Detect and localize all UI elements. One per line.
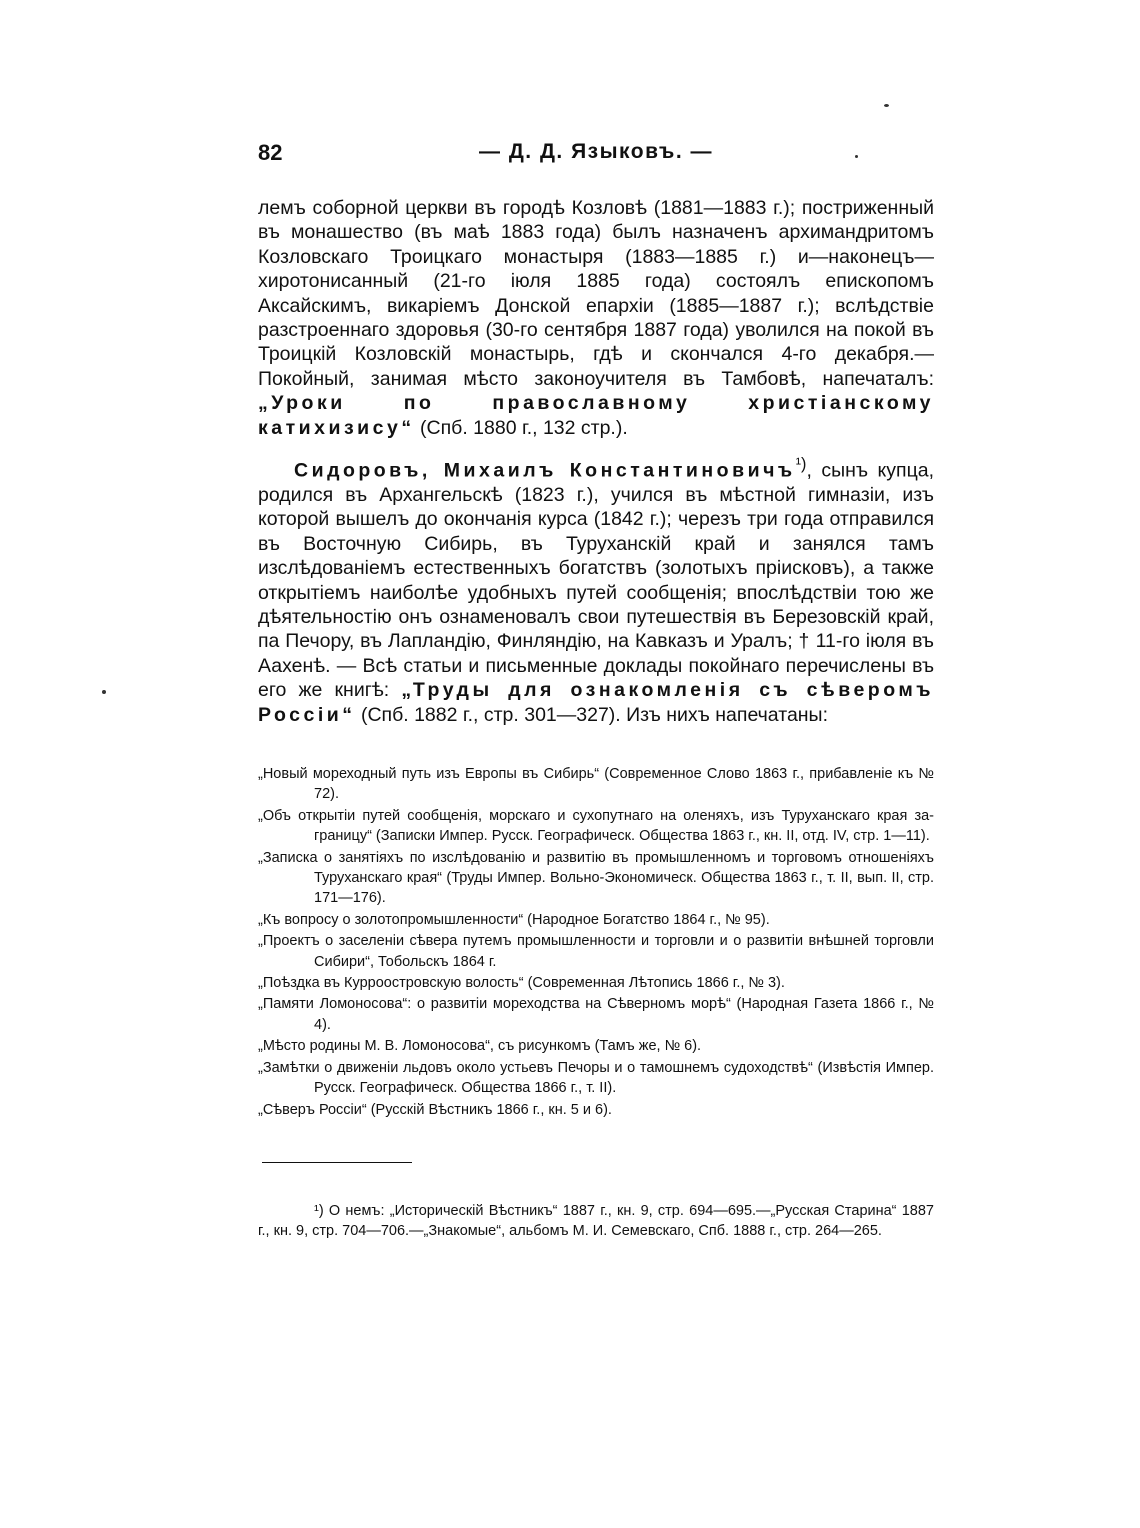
footnote: ¹) О немъ: „Историческій Вѣстникъ“ 1887 г., кн. 9, стр. 694—695.—„Русская Старина“ 1887 г., кн. 9, стр. 704—706.—„Знакомые“, альбомъ М. И. Семевскаго, Спб. 1888 г., стр. 264—265. — [258, 1202, 934, 1239]
footnote-marker: ¹) — [795, 455, 807, 474]
paragraph-continuation — [258, 196, 934, 440]
bibliography-list — [258, 764, 934, 1121]
footnote-divider — [262, 1162, 412, 1163]
bibliography-item: „Записка о занятіяхъ по изслѣдованію и развитію въ промышленномъ и торговомъ отношеніяхъ Туруханскаго края“ (Труды Импер. Вольно-Экономическ. Общества 1863 г., т. II, вып. II, стр. 171—176). — [258, 849, 934, 907]
bibliography-item: „Новый мореходный путь изъ Европы въ Сибирь“ (Современное Слово 1863 г., прибавленіе къ № 72). — [258, 766, 934, 803]
scan-speck — [884, 104, 889, 107]
bibliography-item: „Замѣтки о движеніи льдовъ около устьевъ Печоры и о тамошнемъ судоходствѣ“ (Извѣстія Импер. Русск. Географическ. Общества 1866 г., т. II). — [258, 1059, 934, 1097]
body-text — [258, 196, 934, 727]
book-title: „Труды для ознакомленія съ сѣверомъ Россіи“ — [258, 679, 934, 726]
bibliography-item: „Мѣсто родины М. В. Ломоносова“, съ рисункомъ (Тамъ же, № 6). — [258, 1038, 702, 1055]
bibliography-item: „Объ открытіи путей сообщенія, морскаго и сухопутнаго на оленяхъ, изъ Туруханскаго края за-границу“ (Записки Импер. Русск. Географическ. Общества 1863 г., кн. II, отд. IV, стр. 1—11). — [258, 807, 934, 845]
book-title: „Уроки по православному христіанскому катихизису“ — [258, 392, 934, 439]
bibliography-item: „Поѣздка въ Курроостровскую волость“ (Современная Лѣтопись 1866 г., № 3). — [258, 975, 785, 992]
paragraph-text: (Спб. 1880 г., 132 стр.). — [414, 416, 628, 439]
paragraph-text: (Спб. 1882 г., стр. 301—327). Изъ нихъ напечатаны: — [355, 703, 828, 726]
page-header — [258, 140, 934, 180]
paragraph-text: , сынъ купца, родился въ Архангельскѣ (1823 г.), учился въ мѣстной гимназіи, изъ которой вышелъ до окончанія курса (1842 г.); черезъ три года отправился въ Восточную Сибирь, въ Туруханскій край и занялся тамъ изслѣдованіемъ естественныхъ богатствъ (золотыхъ пріисковъ), а также открытіемъ наиболѣе удобныхъ путей сообщенія; впослѣдствіи тою же дѣятельностію онъ ознаменовалъ свои путешествія въ Березовскій край, па Печору, въ Лапландію, Финляндію, на Кавказъ и Уралъ; † 11-го іюля въ Аахенѣ. — Всѣ статьи и письменные доклады покойнаго перечислены въ его же книгѣ: — [258, 459, 934, 702]
running-title: — Д. Д. Языковъ. — — [479, 140, 713, 163]
page-number: 82 — [258, 140, 283, 165]
scan-speck — [855, 155, 858, 158]
bibliography-item: „Памяти Ломоносова“: о развитіи мореходства на Сѣверномъ морѣ“ (Народная Газета 1866 г., № 4). — [258, 996, 934, 1033]
bibliography-item: „Къ вопросу о золотопромышленности“ (Народное Богатство 1864 г., № 95). — [258, 911, 770, 928]
paragraph-sidorov — [258, 452, 934, 727]
person-name: Сидоровъ, Михаилъ Константиновичъ — [294, 459, 796, 482]
bibliography-item: „Проектъ о заселеніи сѣвера путемъ промышленности и торговли и о развитіи внѣшней торговли Сибири“, Тобольскъ 1864 г. — [258, 933, 934, 970]
scan-speck — [102, 690, 106, 694]
bibliography-item: „Сѣверъ Россіи“ (Русскій Вѣстникъ 1866 г., кн. 5 и 6). — [258, 1101, 612, 1118]
paragraph-text: лемъ соборной церкви въ городѣ Козловѣ (1881—1883 г.); постриженный въ монашество (въ маѣ 1883 года) былъ назначенъ архимандритомъ Козловскаго Троицкаго монастыря (1883—1885 г.) и—наконецъ—хиротонисанный (21-го іюля 1885 года) состоялъ епископомъ Аксайскимъ, викаріемъ Донской епархіи (1885—1887 г.); вслѣдствіе разстроеннаго здоровья (30-го сентября 1887 года) уволился на покой въ Троицкій Козловскій монастырь, гдѣ и скончался 4-го декабря.—Покойный, занимая мѣсто законоучителя въ Тамбовѣ, напечаталъ: — [258, 197, 934, 390]
